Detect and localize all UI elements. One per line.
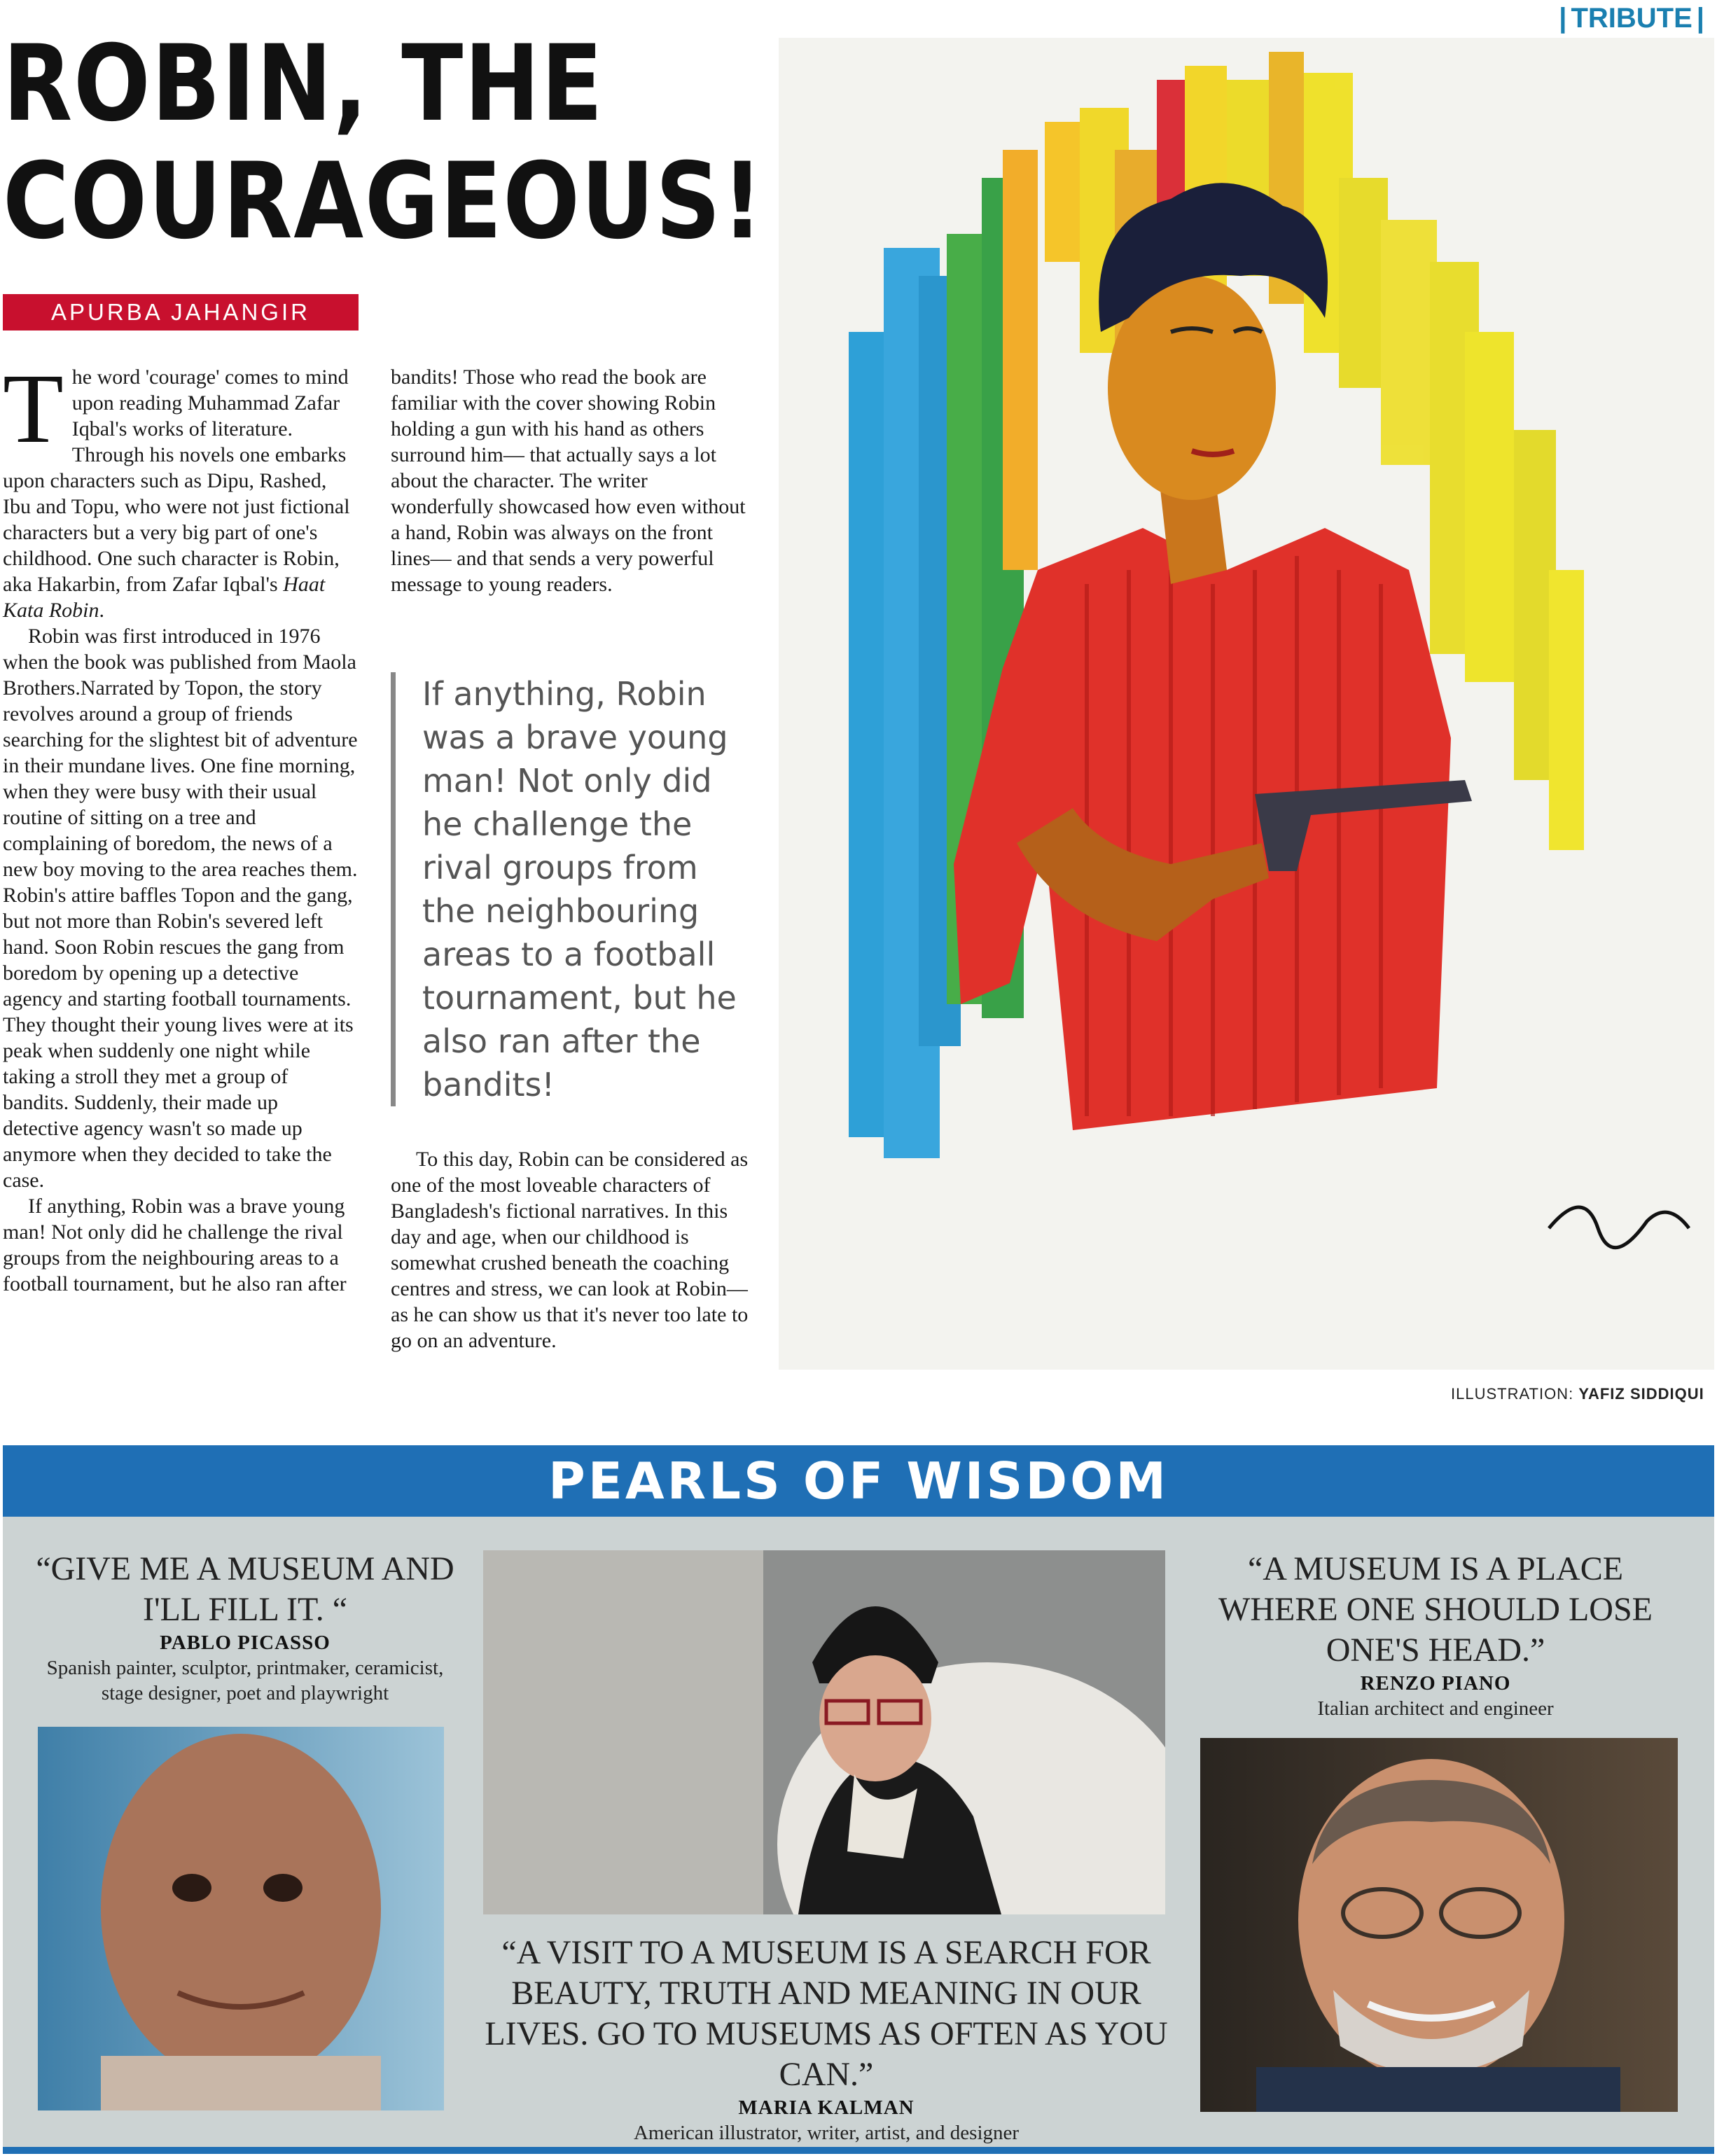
quote-author: RENZO PIANO — [1360, 1672, 1511, 1695]
credit-name: YAFIZ SIDDIQUI — [1578, 1385, 1704, 1403]
tag-divider: | — [1559, 3, 1567, 34]
pearls-bottom-rule — [3, 2147, 1714, 2154]
quote-author: PABLO PICASSO — [160, 1632, 331, 1654]
author-byline: APURBA JAHANGIR — [3, 294, 359, 331]
portrait-picasso-image — [38, 1727, 444, 2110]
book-title: Haat Kata Robin — [3, 573, 326, 622]
quote-text: “GIVE ME A MUSEUM AND I'LL FILL IT. “ — [36, 1550, 454, 1628]
quote-picasso — [28, 1549, 462, 1706]
article-column-1 — [3, 353, 359, 1297]
credit-label: ILLUSTRATION: — [1451, 1385, 1574, 1403]
quote-description: Italian architect and engineer — [1317, 1697, 1554, 1720]
drop-cap: T — [3, 353, 64, 464]
quote-description: American illustrator, writer, artist, and designer — [633, 2122, 1020, 2144]
portrait-piano — [1200, 1738, 1678, 2112]
illustration-credit — [1451, 1385, 1704, 1403]
paragraph-end: . — [99, 599, 105, 622]
article-paragraph — [3, 353, 359, 623]
headline-line-2: COURAGEOUS! — [3, 141, 765, 263]
quote-kalman — [476, 1933, 1176, 2145]
quote-text: “A MUSEUM IS A PLACE WHERE ONE SHOULD LOSE ONE'S HEAD.” — [1218, 1550, 1653, 1669]
section-tag — [1555, 3, 1709, 34]
section-tag-label: TRIBUTE — [1571, 3, 1692, 34]
portrait-picasso — [38, 1727, 444, 2110]
portrait-kalman — [483, 1550, 1165, 1914]
tag-divider: | — [1696, 3, 1704, 34]
headline-line-1: ROBIN, THE — [3, 23, 604, 145]
article-column-2 — [391, 364, 755, 597]
robin-illustration — [779, 38, 1714, 1370]
paragraph-text: he word 'courage' comes to mind upon reading Muhammad Zafar Iqbal's works of literature. Through his novels one embarks upon characters such as Dipu, Rashed, Ibu and Topu, who were not just fictional characters but a very big part of one's childhood. One such character is Robin, aka Hakarbin, from Zafar Iqbal's — [3, 366, 350, 596]
quote-author: MARIA KALMAN — [738, 2096, 915, 2119]
article-paragraph: bandits! Those who read the book are familiar with the cover showing Robin holding a gun with his hand as others surround him— that actually says a lot about the character. The writer wonderfully showcased how even without a hand, Robin was always on the front lines— and that sends a very powerful message to young readers. — [391, 366, 746, 596]
article-headline — [3, 23, 765, 263]
article-paragraph: Robin was first introduced in 1976 when the book was published from Maola Brothers.Narrated by Topon, the story revolves around a group of friends searching for the slightest bit of adventure in their mundane lives. One fine morning, when they were busy with their usual routine of sitting on a tree and complaining of boredom, the news of a new boy moving to the area reaches them. Robin's attire baffles Topon and the gang, but not more than Robin's severed left hand. Soon Robin rescues the gang from boredom by opening up a detective agency and starting football tournaments. They thought their young lives were at its peak when suddenly one night while taking a stroll they met a group of bandits. Suddenly, their made up detective agency wasn't so made up anymore when they decided to take the case. — [3, 625, 358, 1192]
robin-illustration-art — [779, 38, 1714, 1370]
quote-description: Spanish painter, sculptor, printmaker, ceramicist, stage designer, poet and playwright — [46, 1657, 444, 1704]
article-paragraph: If anything, Robin was a brave young man! Not only did he challenge the rival groups from the neighbouring areas to a football tournament, but he also ran after — [3, 1195, 347, 1295]
quote-piano — [1204, 1549, 1667, 1721]
portrait-piano-image — [1200, 1738, 1678, 2112]
pull-quote: If anything, Robin was a brave young man! Not only did he challenge the rival groups from the neighbouring areas to a football tournament, but he also ran after the bandits! — [391, 672, 755, 1106]
article-column-2-end — [391, 1146, 755, 1354]
quote-text: “A VISIT TO A MUSEUM IS A SEARCH FOR BEAUTY, TRUTH AND MEANING IN OUR LIVES. GO TO MUSEUMS AS OFTEN AS YOU CAN.” — [485, 1934, 1168, 2093]
article-paragraph: To this day, Robin can be considered as one of the most loveable characters of Bangladesh's fictional narratives. In this day and age, when our childhood is somewhat crushed beneath the coaching centres and stress, we can look at Robin— as he can show us that it's never too late to go on an adventure. — [391, 1148, 749, 1352]
portrait-kalman-image — [483, 1550, 1165, 1914]
pearls-banner: PEARLS OF WISDOM — [3, 1445, 1714, 1517]
